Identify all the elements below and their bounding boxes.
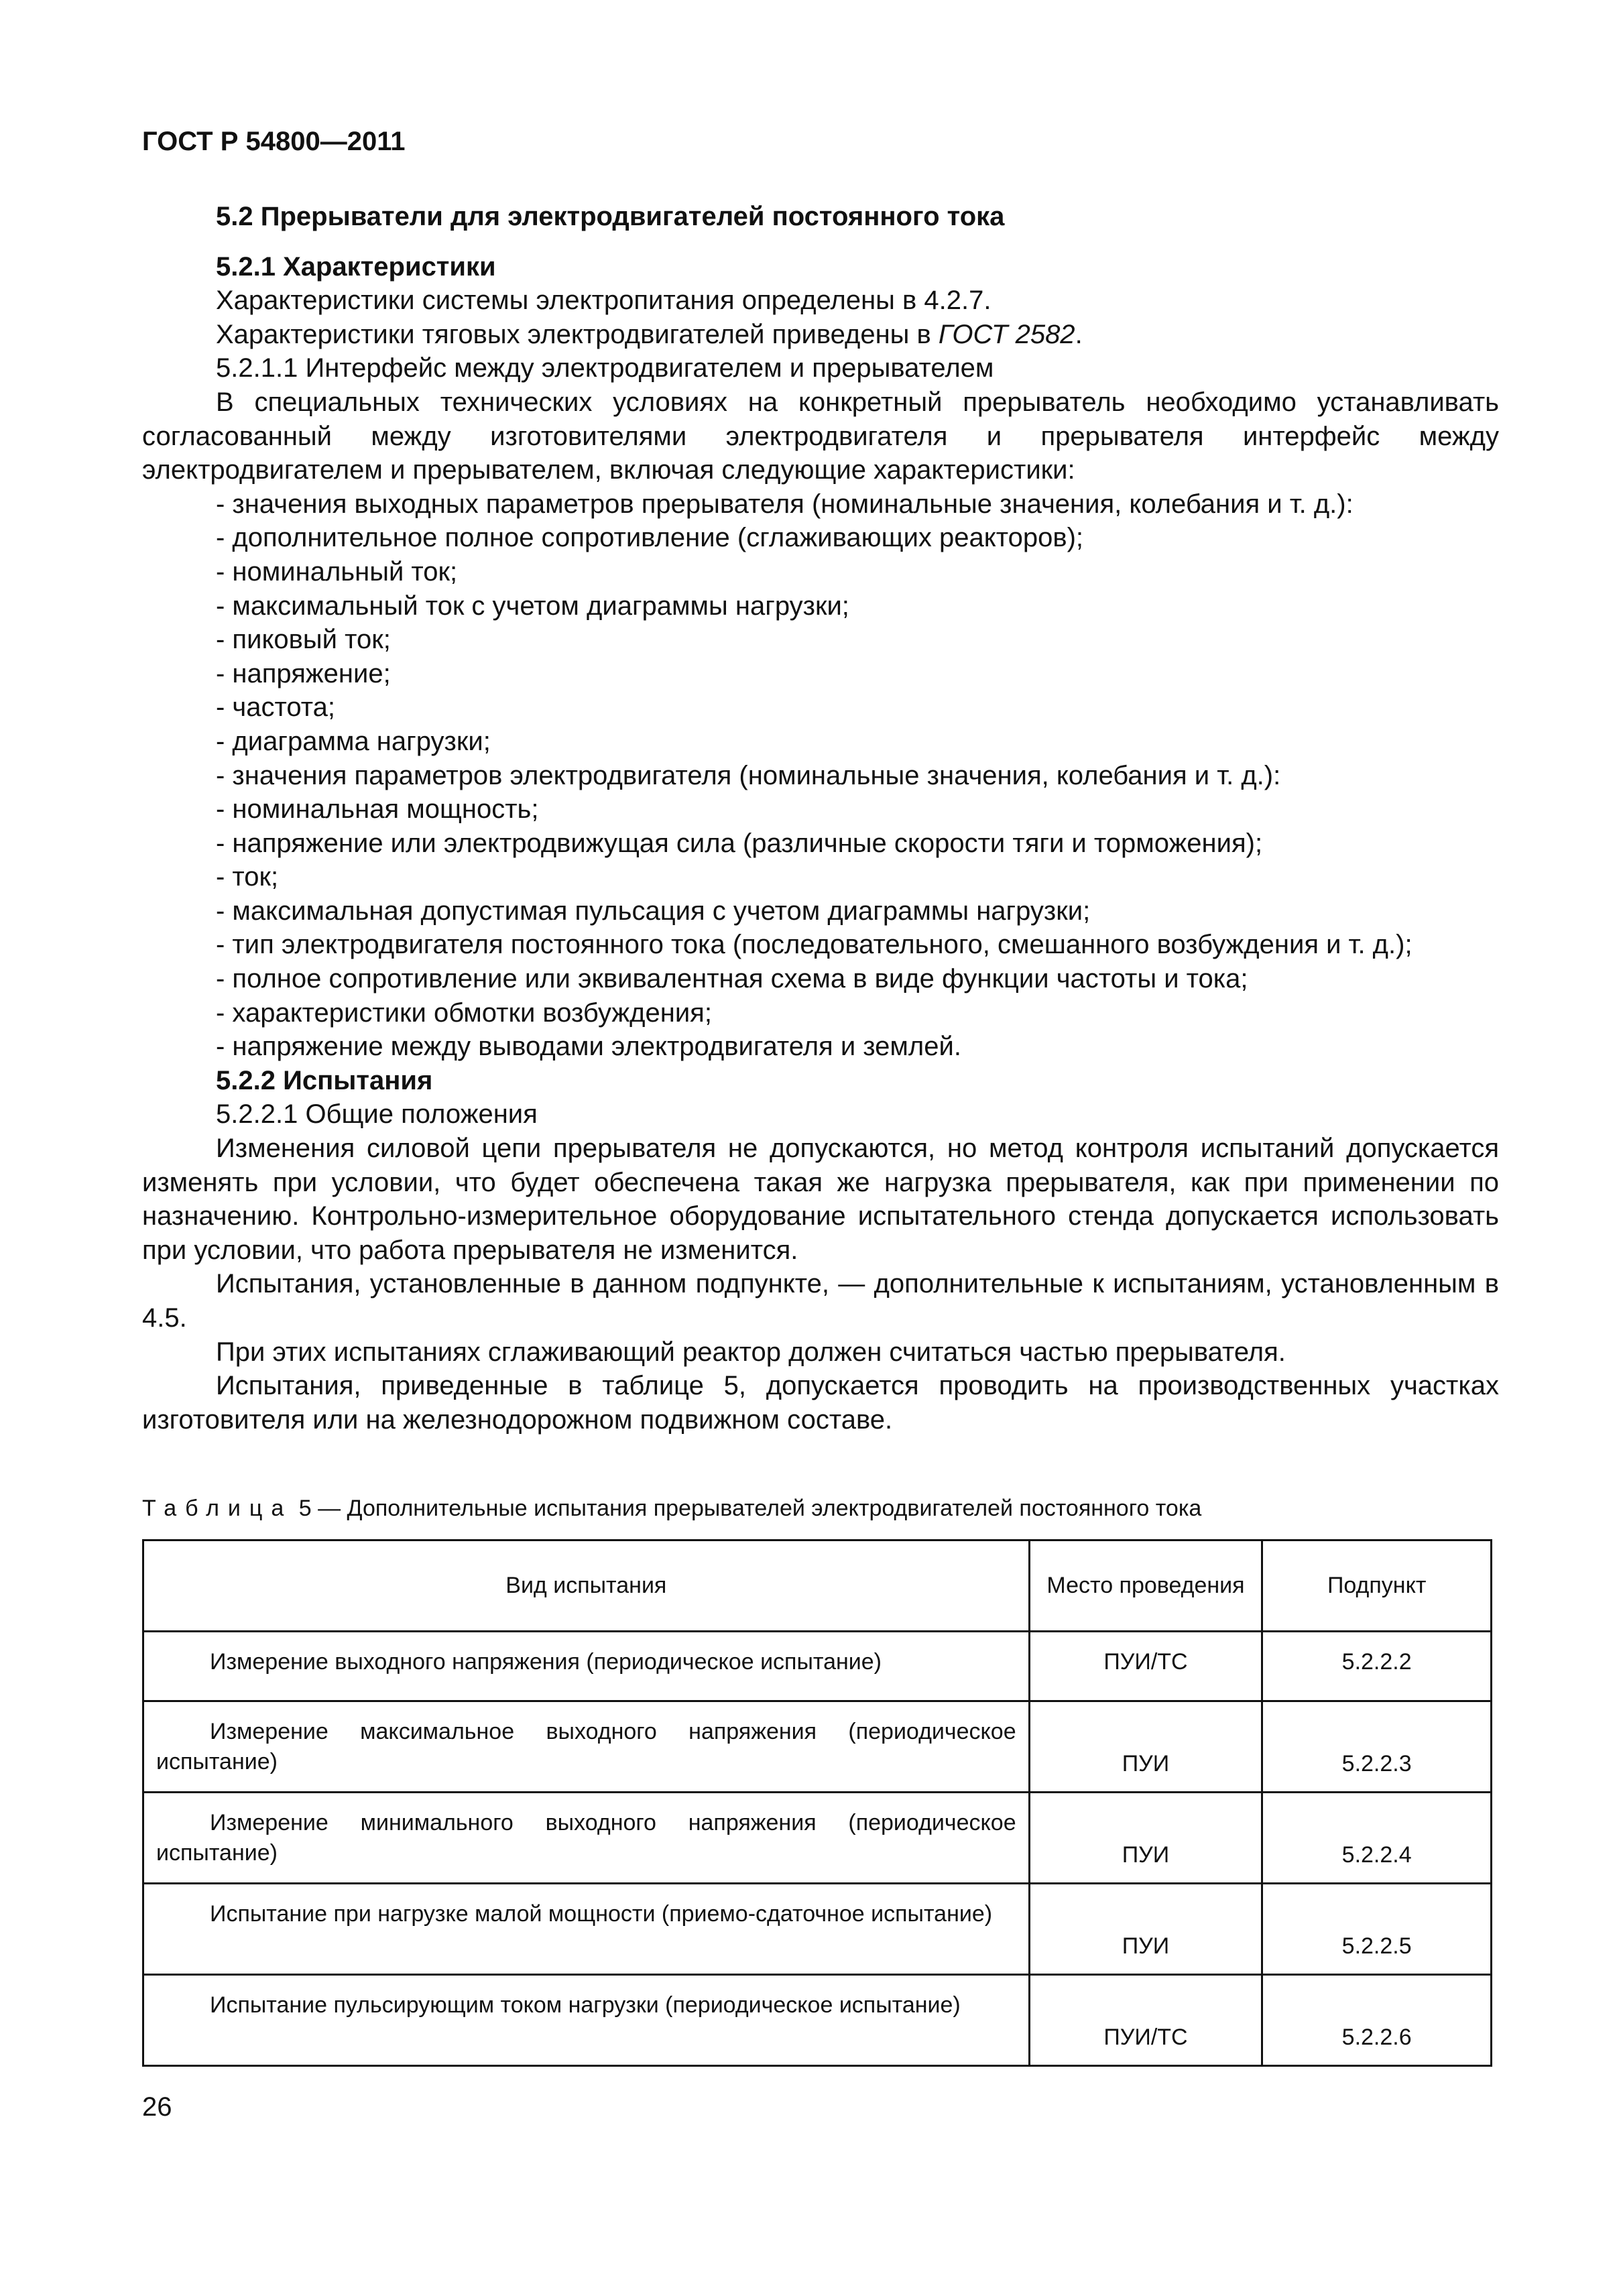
list-item: - напряжение или электродвижущая сила (различные скорости тяги и торможения);	[216, 828, 1263, 858]
traction-text: Характеристики тяговых электродвигателей приведены в	[216, 319, 939, 349]
section-5-2-1-title: 5.2.1 Характеристики	[216, 251, 496, 282]
cell-place: ПУИ/ТС	[1029, 1975, 1262, 2066]
tests-table	[142, 1539, 1492, 2067]
cell-test-type: Измерение выходного напряжения (периодическое испытание)	[143, 1632, 1030, 1701]
list-item: - полное сопротивление или эквивалентная схема в виде функции частоты и тока;	[216, 964, 1248, 994]
cell-place: ПУИ	[1029, 1793, 1262, 1884]
cell-test-type: Испытание при нагрузке малой мощности (приемо-сдаточное испытание)	[143, 1884, 1030, 1975]
table-header-row	[143, 1540, 1492, 1632]
list-item: - напряжение между выводами электродвигателя и землей.	[216, 1032, 961, 1062]
list-item: - номинальная мощность;	[216, 794, 539, 825]
table-caption	[142, 1494, 1201, 1523]
gost-reference: ГОСТ 2582	[938, 319, 1075, 349]
traction-suffix: .	[1075, 319, 1083, 349]
table-row	[143, 1884, 1492, 1975]
cell-test-type: Измерение минимального выходного напряжения (периодическое испытание)	[143, 1793, 1030, 1884]
list-item: - диаграмма нагрузки;	[216, 726, 491, 756]
table-caption-label: Таблица	[142, 1496, 293, 1521]
cell-clause: 5.2.2.5	[1262, 1884, 1492, 1975]
table-row	[143, 1701, 1492, 1793]
cell-place: ПУИ/ТС	[1029, 1632, 1262, 1701]
list-item: - пиковый ток;	[216, 625, 391, 655]
list-item: - максимальная допустимая пульсация с учетом диаграммы нагрузки;	[216, 896, 1091, 926]
paragraph-interface: В специальных технических условиях на конкретный прерыватель необходимо устанавливать согласованный между изготовителями электродвигателя и прерывателя интерфейс между электродвигателем и прерывателем, включая следующие характеристики:	[142, 387, 1499, 485]
cell-place: ПУИ	[1029, 1701, 1262, 1793]
page-number: 26	[142, 2092, 172, 2122]
paragraph-table-5-reference: Испытания, приведенные в таблице 5, допускается проводить на производственных участках изготовителя или на железнодорожном подвижном составе.	[142, 1371, 1499, 1435]
section-5-2-2-1-title: 5.2.2.1 Общие положения	[216, 1099, 538, 1130]
paragraph-additional-tests: Испытания, установленные в данном подпункте, — дополнительные к испытаниям, установленным в 4.5.	[142, 1269, 1499, 1333]
document-header: ГОСТ Р 54800—2011	[142, 127, 406, 156]
list-item: - характеристики обмотки возбуждения;	[216, 998, 712, 1028]
table-caption-text: 5 — Дополнительные испытания прерывателей электродвигателей постоянного тока	[292, 1496, 1202, 1521]
paragraph-power-supply: Характеристики системы электропитания определены в 4.2.7.	[216, 286, 991, 316]
cell-test-type: Испытание пульсирующим током нагрузки (периодическое испытание)	[143, 1975, 1030, 2066]
cell-test-type: Измерение максимальное выходного напряжения (периодическое испытание)	[143, 1701, 1030, 1793]
list-item: - дополнительное полное сопротивление (сглаживающих реакторов);	[216, 523, 1084, 553]
table-row	[143, 1975, 1492, 2066]
list-item: - ток;	[216, 862, 279, 892]
list-item: - тип электродвигателя постоянного тока (последовательного, смешанного возбуждения и т. д.);	[216, 930, 1412, 960]
list-item: - значения параметров электродвигателя (номинальные значения, колебания и т. д.):	[216, 760, 1281, 790]
cell-clause: 5.2.2.4	[1262, 1793, 1492, 1884]
section-5-2-1-1-title: 5.2.1.1 Интерфейс между электродвигателем и прерывателем	[216, 353, 994, 383]
cell-place: ПУИ	[1029, 1884, 1262, 1975]
list-item: - максимальный ток с учетом диаграммы нагрузки;	[216, 591, 849, 621]
column-header-clause: Подпункт	[1262, 1540, 1492, 1632]
column-header-place: Место проведения	[1029, 1540, 1262, 1632]
list-item: - частота;	[216, 692, 335, 723]
list-item: - значения выходных параметров прерывателя (номинальные значения, колебания и т. д.):	[216, 489, 1354, 519]
list-item: - напряжение;	[216, 658, 391, 688]
section-5-2-2-title: 5.2.2 Испытания	[216, 1065, 433, 1095]
table-row	[143, 1632, 1492, 1701]
section-5-2-title: 5.2 Прерыватели для электродвигателей постоянного тока	[216, 202, 1005, 231]
paragraph-traction-motors	[142, 318, 1499, 352]
paragraph-smoothing-reactor: При этих испытаниях сглаживающий реактор должен считаться частью прерывателя.	[216, 1337, 1286, 1367]
column-header-test-type: Вид испытания	[143, 1540, 1030, 1632]
cell-clause: 5.2.2.6	[1262, 1975, 1492, 2066]
cell-clause: 5.2.2.2	[1262, 1632, 1492, 1701]
table-row	[143, 1793, 1492, 1884]
paragraph-circuit-changes: Изменения силовой цепи прерывателя не допускаются, но метод контроля испытаний допускается изменять при условии, что будет обеспечена такая же нагрузка прерывателя, как при применении по назначению. Контрольно-измерительное оборудование испытательного стенда допускается использовать при условии, что работа прерывателя не изменится.	[142, 1134, 1499, 1265]
document-body	[142, 200, 1499, 1437]
cell-clause: 5.2.2.3	[1262, 1701, 1492, 1793]
list-item: - номинальный ток;	[216, 556, 458, 587]
